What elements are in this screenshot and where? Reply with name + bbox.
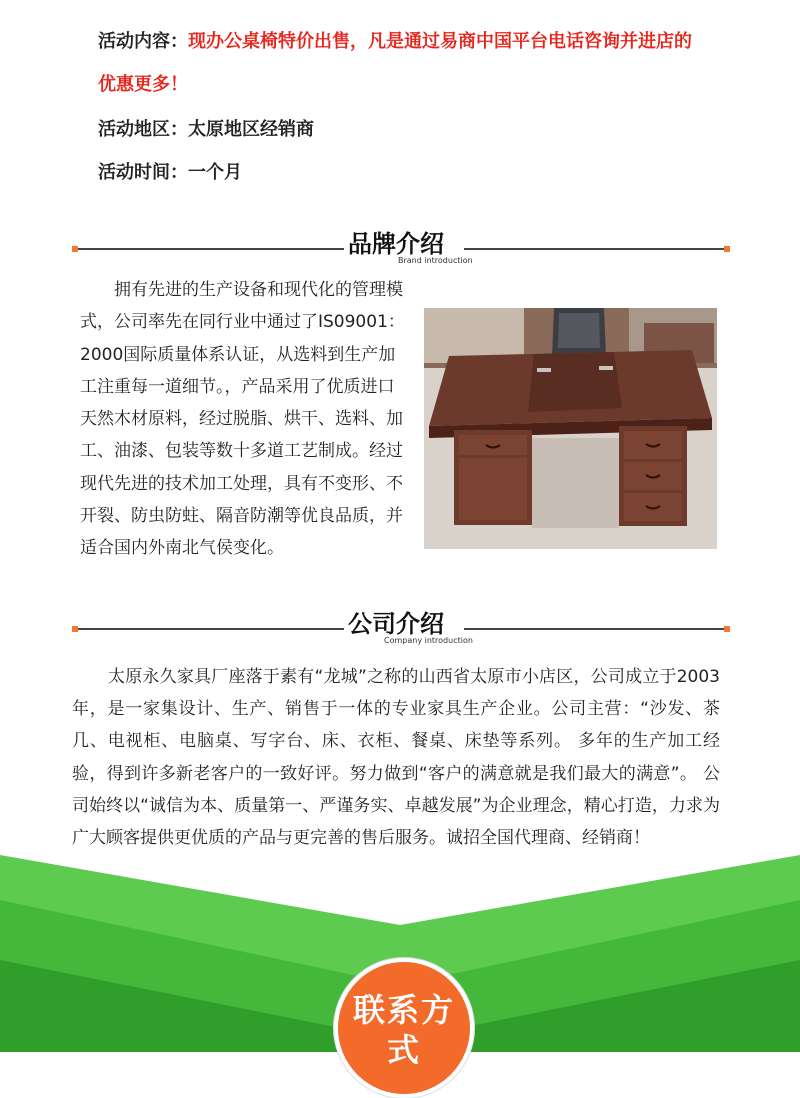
activity-region-line: [98, 115, 314, 145]
right-divider-line: [464, 628, 724, 630]
activity-content-label: 活动内容：: [98, 31, 188, 52]
office-desk-photo: [424, 308, 717, 549]
brand-section-title: 品牌介绍: [348, 230, 444, 258]
left-divider-line: [78, 248, 344, 250]
contact-badge[interactable]: [334, 958, 474, 1098]
activity-region-label: 活动地区：: [98, 119, 188, 140]
company-paragraph: 太原永久家具厂座落于素有“龙城”之称的山西省太原市小店区，公司成立于2003年，是一家集设计、生产、销售于一体的专业家具生产企业。公司主营：“沙发、茶几、电视柜、电脑桌、写字台、床、衣柜、餐桌、床垫等系列。 多年的生产加工经验，得到许多新老客户的一致好评。努力做到“客户的满意就是我们最大的满意”。 公司始终以“诚信为本、质量第一、严谨务实、卓越发展”为企业理念，精心打造，力求为广大顾客提供更优质的产品与更完善的售后服务。诚招全国代理商、经销商！: [72, 667, 720, 849]
right-dot-ornament: [724, 626, 730, 632]
company-section-subtitle: Company introduction: [384, 636, 473, 645]
brand-description: [80, 274, 406, 565]
company-section-header: [72, 610, 730, 645]
brand-section-subtitle: Brand introduction: [398, 256, 473, 265]
activity-content-value-cont: 优惠更多！: [98, 74, 188, 95]
activity-content-value: 现办公桌椅特价出售，凡是通过易商中国平台电话咨询并进店的: [188, 31, 692, 52]
brand-section-header: [72, 230, 730, 265]
company-description: [72, 661, 720, 854]
activity-time-line: [98, 158, 242, 188]
left-divider-line: [78, 628, 344, 630]
brand-paragraph: 拥有先进的生产设备和现代化的管理模式，公司率先在同行业中通过了IS09001：2000国际质量体系认证，从选料到生产加工注重每一道细节。，产品采用了优质进口天然木材原料，经过脱脂、烘干、选料、加工、油漆、包装等数十多道工艺制成。经过现代先进的技术加工处理，具有不变形、不开裂、防虫防蛀、隔音防潮等优良品质，并适合国内外南北气侯变化。: [80, 280, 405, 559]
activity-content-line2: [98, 70, 188, 100]
activity-time-label: 活动时间：: [98, 162, 188, 183]
right-divider-line: [464, 248, 724, 250]
activity-time-value: 一个月: [188, 162, 242, 183]
activity-content-line: [98, 27, 692, 57]
activity-region-value: 太原地区经销商: [188, 119, 314, 140]
right-dot-ornament: [724, 246, 730, 252]
company-section-title: 公司介绍: [348, 610, 444, 638]
contact-label: 联系方式: [352, 991, 455, 1069]
